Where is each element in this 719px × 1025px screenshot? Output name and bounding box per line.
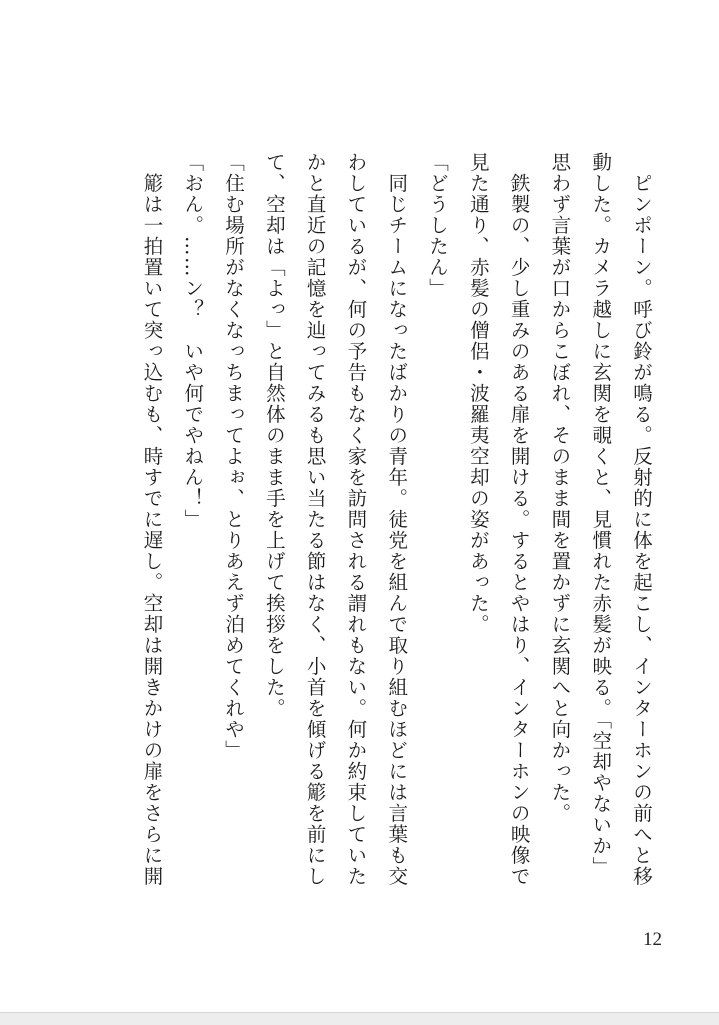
bottom-edge-strip (0, 1012, 719, 1025)
text-line: 思わず言葉が口からこぼれ、そのまま間を置かずに玄関へと向かった。 (548, 152, 572, 824)
text-line: かと直近の記憶を辿ってみるも思い当たる節はなく、小首を傾げる簓を前にし (303, 152, 327, 887)
page-number: 12 (643, 929, 662, 950)
text-line: 鉄製の、少し重みのある扉を開ける。するとやはり、インターホンの映像で (507, 152, 531, 887)
text-line: ピンポーン。呼び鈴が鳴る。反射的に体を起こし、インターホンの前へと移 (630, 152, 653, 887)
vertical-text-body (131, 152, 661, 912)
text-line: 「おん。……ン？ いや何でやねん！」 (181, 152, 205, 530)
text-line: 「住む場所がなくなっちまってよぉ、とりあえず泊めてくれや」 (222, 152, 246, 761)
text-line: て、空却は「よっ」と自然体のまま手を上げて挨拶をした。 (262, 152, 286, 719)
text-line: わしているが、何の予告もなく家を訪問される謂れもない。何か約束していた (344, 152, 368, 887)
text-line: 同じチームになったばかりの青年。徒党を組んで取り組むほどには言葉も交 (385, 152, 409, 887)
text-line: 「どうしたん」 (426, 152, 450, 299)
text-line: 動した。カメラ越しに玄関を覗くと、見慣れた赤髪が映る。「空却やないか」 (589, 152, 613, 878)
text-line: 簓は一拍置いて突っ込むも、時すでに遅し。空却は開きかけの扉をさらに開 (140, 152, 164, 887)
text-line: 見た通り、赤髪の僧侶・波羅夷空却の姿があった。 (466, 152, 490, 635)
